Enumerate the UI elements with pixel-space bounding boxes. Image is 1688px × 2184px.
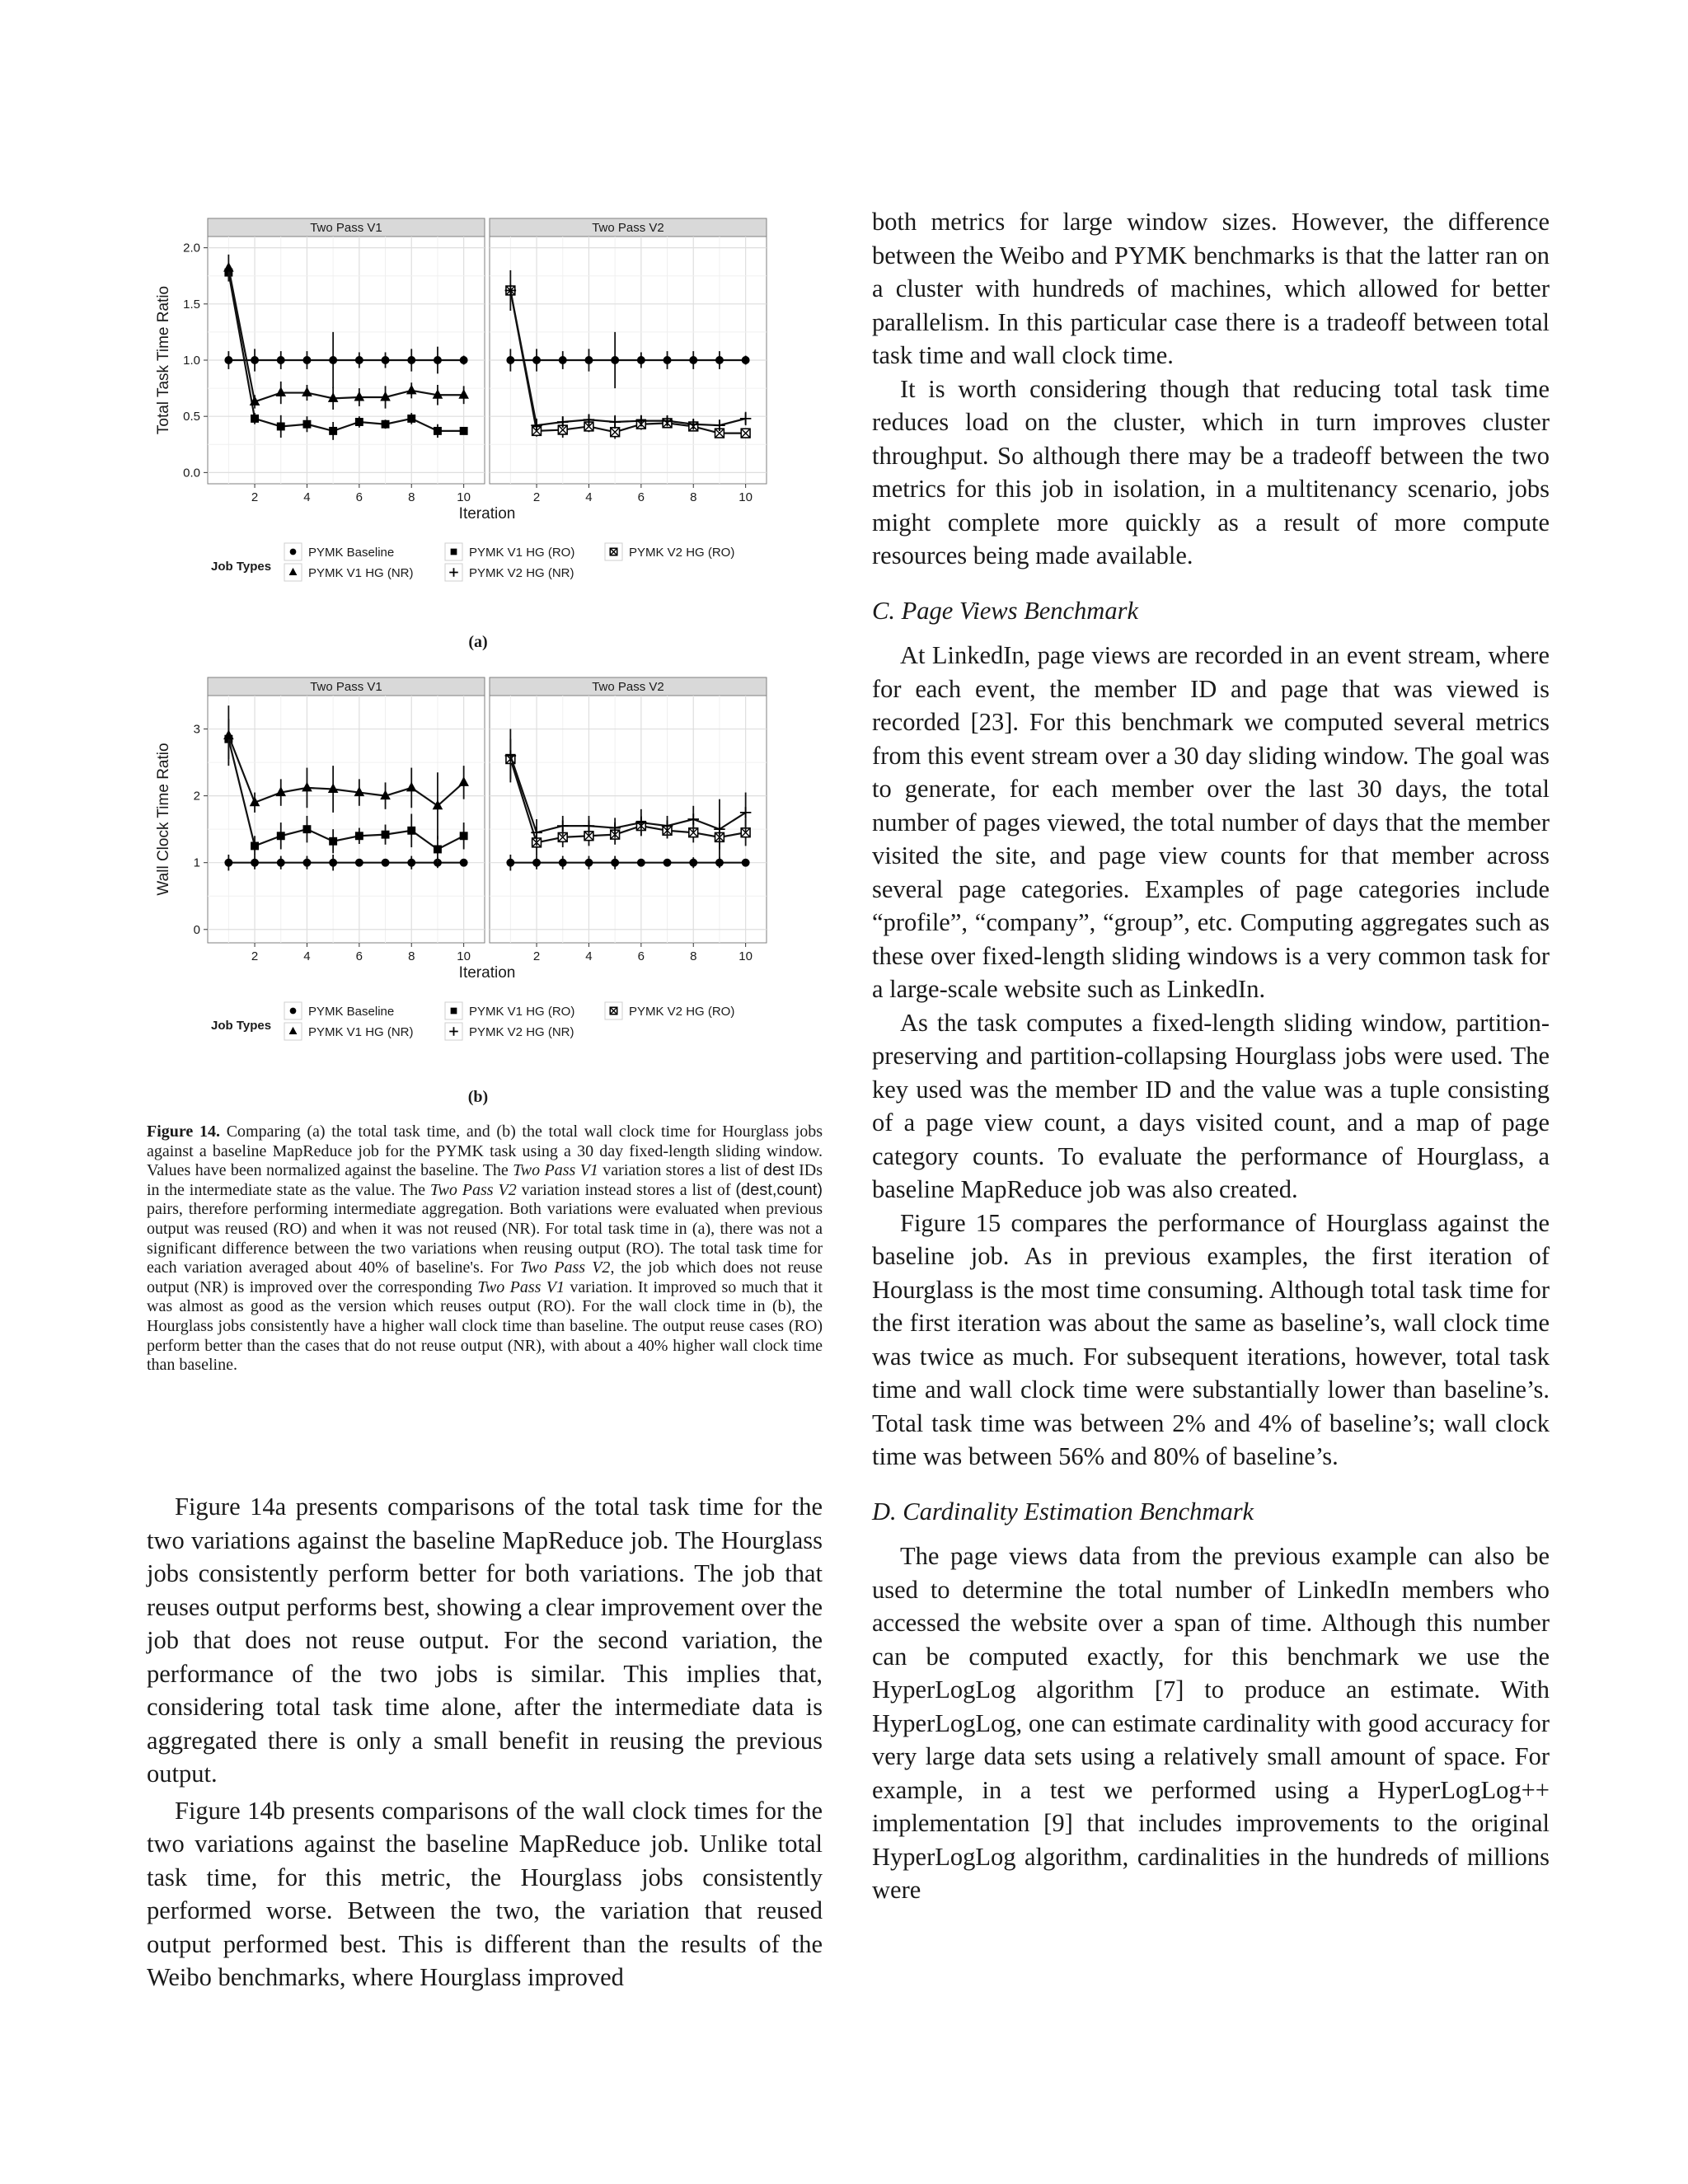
- x-tick-label: 8: [690, 490, 697, 504]
- data-point: [251, 415, 259, 423]
- paragraph: As the task computes a fixed-length sliding window, partition-preserving and partition-collapsing Hourglass jobs were used. The key used was the member ID and the value was a tuple consisting of a page view count, a days visited count, and a map of page category counts. To evaluate the performance of Hourglass, a baseline MapReduce job was also created.: [872, 1008, 1550, 1203]
- legend-label: PYMK Baseline: [308, 546, 395, 560]
- x-tick-label: 2: [251, 949, 259, 963]
- data-point: [611, 356, 619, 364]
- data-point: [303, 859, 312, 867]
- legend: [211, 543, 734, 581]
- facet-panel: [208, 218, 485, 504]
- paragraph: both metrics for large window sizes. However, the difference between the Weibo and PYMK benchmarks is that the latter ran on a cluster with hundreds of machines, which allowed for better parallelism. In this particular case there is a tradeoff between total task time and wall clock time.: [872, 208, 1550, 369]
- figure-14a-chart: [140, 210, 783, 598]
- legend-title: Job Types: [211, 560, 272, 574]
- x-tick-label: 6: [355, 490, 363, 504]
- data-point: [382, 420, 390, 429]
- data-point: [460, 832, 468, 840]
- data-point: [407, 356, 415, 364]
- data-point: [382, 831, 390, 839]
- caption-italic: Two Pass V1: [513, 1161, 598, 1180]
- data-point: [382, 859, 390, 867]
- x-tick-label: 6: [637, 490, 645, 504]
- paragraph: Figure 14a presents comparisons of the total task time for the two variations against the baseline MapReduce job. The Hourglass jobs consistently perform better for both variations. The job that reuses output performs best, showing a clear improvement over the job that does not reuse output. For the second variation, the performance of the two jobs is similar. This implies that, considering total task time alone, after the intermediate data is aggregated there is only a small benefit in reusing the previous output.: [147, 1493, 823, 1788]
- facet-panel: [208, 677, 485, 963]
- y-tick-label: 1: [193, 855, 200, 870]
- data-point: [559, 356, 567, 364]
- data-point: [303, 420, 312, 429]
- data-point: [741, 429, 750, 438]
- data-point: [434, 846, 442, 854]
- legend-label: PYMK Baseline: [308, 1005, 395, 1019]
- data-point: [251, 859, 259, 867]
- caption-label: Figure 14.: [147, 1122, 220, 1141]
- data-point: [355, 859, 363, 867]
- x-tick-label: 4: [585, 949, 593, 963]
- left-column-body: [147, 1490, 823, 1994]
- facet-title: Two Pass V2: [592, 221, 664, 235]
- legend-label: PYMK V1 HG (NR): [308, 1025, 414, 1039]
- legend-title: Job Types: [211, 1019, 272, 1033]
- x-tick-label: 4: [303, 949, 311, 963]
- legend-marker: [451, 1008, 457, 1015]
- data-point: [532, 859, 541, 867]
- data-point: [251, 841, 259, 850]
- data-point: [460, 859, 468, 867]
- data-point: [277, 832, 285, 840]
- data-point: [637, 356, 645, 364]
- data-point: [611, 859, 619, 867]
- data-point: [407, 827, 415, 835]
- x-tick-label: 10: [457, 949, 471, 963]
- x-tick-label: 4: [585, 490, 593, 504]
- data-point: [460, 356, 468, 364]
- legend-marker: [610, 548, 617, 555]
- caption-text: variation instead stores a list of: [516, 1180, 736, 1199]
- caption-text: variation. It improved so much that it was almost as good as the version which reuses output (RO). For the wall clock time in (b), the Hourglass jobs consistently have a higher wall clock time than baseline. The output reuse cases (RO) perform better than the cases that do not reuse output (NR), with about a 40% higher wall clock time than baseline.: [147, 1277, 823, 1375]
- y-tick-label: 3: [193, 722, 200, 737]
- right-column-body: [872, 205, 1550, 1907]
- data-point: [611, 428, 620, 437]
- data-point: [506, 356, 514, 364]
- x-tick-label: 10: [457, 490, 471, 504]
- x-axis-title: Iteration: [458, 964, 516, 982]
- caption-italic: Two Pass V1: [477, 1277, 565, 1296]
- data-point: [277, 859, 285, 867]
- data-point: [355, 832, 363, 840]
- data-point: [329, 356, 337, 364]
- y-tick-label: 0.0: [183, 466, 200, 480]
- x-tick-label: 10: [738, 490, 753, 504]
- paragraph: The page views data from the previous example can also be used to determine the total number of LinkedIn members who accessed the website over a span of time. Although this number can be computed exactly, for this benchmark we use the HyperLogLog algorithm [7] to produce an estimate. With HyperLogLog, one can estimate cardinality with good accuracy for very large data sets using a relatively small amount of space. For example, in a test we performed using a HyperLogLog++ implementation [9] that includes improvements to the original HyperLogLog algorithm, cardinalities in the hundreds of millions were: [872, 1542, 1550, 1904]
- data-point: [742, 356, 750, 364]
- data-point: [382, 356, 390, 364]
- legend-marker: [451, 549, 457, 555]
- y-tick-label: 1.5: [183, 297, 200, 312]
- x-tick-label: 6: [637, 949, 645, 963]
- y-axis: [194, 723, 208, 937]
- data-point: [407, 415, 415, 423]
- data-point: [715, 859, 724, 867]
- data-point: [277, 356, 285, 364]
- data-point: [434, 427, 442, 435]
- x-tick-label: 2: [532, 490, 541, 504]
- data-point: [689, 859, 697, 867]
- panel-background: [208, 696, 485, 943]
- y-tick-label: 0: [193, 922, 200, 937]
- data-point: [251, 356, 259, 364]
- data-point: [637, 859, 645, 867]
- data-point: [224, 356, 232, 364]
- x-tick-label: 2: [251, 490, 259, 504]
- data-point: [663, 859, 672, 867]
- facet-title: Two Pass V1: [310, 221, 382, 235]
- caption-text: variation stores a list of: [598, 1161, 763, 1180]
- data-point: [303, 825, 312, 833]
- caption-italic: Two Pass V2: [429, 1180, 517, 1199]
- y-axis: [183, 241, 208, 480]
- data-point: [329, 837, 337, 846]
- legend-label: PYMK V1 HG (RO): [469, 546, 575, 560]
- legend-label: PYMK V2 HG (RO): [629, 546, 735, 560]
- facet-title: Two Pass V1: [310, 680, 382, 694]
- legend-label: PYMK V2 HG (NR): [469, 1025, 574, 1039]
- figure-14b-chart: [140, 669, 783, 1057]
- data-point: [303, 356, 312, 364]
- facet-panel: [490, 677, 767, 963]
- legend-label: PYMK V2 HG (NR): [469, 566, 574, 580]
- data-point: [329, 859, 337, 867]
- data-point: [506, 859, 514, 867]
- x-tick-label: 8: [408, 949, 415, 963]
- data-point: [407, 859, 415, 867]
- caption-text: pairs, therefore performing intermediate aggregation. Both variations were evaluated when previous output was reused (RO) and when it was not reused (NR). For total task time in (a), there was not a significant difference between the two variations when reusing output (RO). The total task time for each variation averaged about 40% of baseline's. For: [147, 1200, 823, 1277]
- caption-text: Comparing (a) the total task time, and (b) the total wall clock time for Hourglass jobs against a baseline MapReduce job for the PYMK task using a 30 day fixed-length sliding window. Values have been normalized against the baseline. The: [147, 1122, 823, 1180]
- figure-14b-label: (b): [467, 1088, 489, 1106]
- y-tick-label: 2: [193, 789, 200, 804]
- legend-label: PYMK V1 HG (NR): [308, 566, 414, 580]
- caption-italic: Two Pass V2: [520, 1258, 611, 1277]
- data-point: [355, 356, 363, 364]
- facet-title: Two Pass V2: [592, 680, 664, 694]
- legend-label: PYMK V1 HG (RO): [469, 1005, 575, 1019]
- legend-marker: [610, 1007, 617, 1014]
- data-point: [742, 859, 750, 867]
- data-point: [224, 859, 232, 867]
- data-point: [585, 859, 593, 867]
- data-point: [277, 423, 285, 431]
- caption-text: IDs in the intermediate state as the value. The: [147, 1161, 823, 1199]
- x-axis-title: Iteration: [458, 505, 516, 523]
- paragraph: At LinkedIn, page views are recorded in an event stream, where for each event, the member ID and page that was viewed is recorded [23]. For this benchmark we computed several metrics from this event stream over a 30 day sliding window. The goal was to generate, for each member over the last 30 days, the total number of pages viewed, the total number of days that the member visited the site, and page view counts for that member across several page categories. Examples of page categories include “profile”, “company”, “group”, etc. Computing aggregates such as these over fixed-length sliding windows is a very common task for a large-scale website such as LinkedIn.: [872, 641, 1550, 1003]
- data-point: [434, 356, 442, 364]
- caption-code: dest: [762, 1161, 795, 1180]
- section-heading-c: C. Page Views Benchmark: [872, 596, 1138, 625]
- data-point: [715, 356, 724, 364]
- data-point: [460, 427, 468, 435]
- x-tick-label: 6: [355, 949, 363, 963]
- y-axis-title: Wall Clock Time Ratio: [155, 743, 172, 896]
- caption-code: (dest,count): [735, 1180, 823, 1199]
- data-point: [329, 427, 337, 435]
- legend-label: PYMK V2 HG (RO): [629, 1005, 735, 1019]
- x-tick-label: 10: [738, 949, 753, 963]
- data-point: [559, 859, 567, 867]
- data-point: [663, 356, 672, 364]
- x-tick-label: 8: [690, 949, 697, 963]
- figure-14a-label: (a): [468, 633, 488, 651]
- data-point: [532, 356, 541, 364]
- y-tick-label: 1.0: [183, 354, 200, 368]
- legend: [211, 1002, 734, 1040]
- y-tick-label: 0.5: [183, 410, 200, 424]
- paragraph: Figure 15 compares the performance of Hourglass against the baseline job. As in previous examples, the first iteration of Hourglass is the most time consuming. Although total task time for the first iteration was about the same as baseline’s, wall clock time was twice as much. For subsequent iterations, however, total task time and wall clock time were substantially lower than baseline’s. Total task time was between 2% and 4% of baseline’s; wall clock time was between 56% and 80% of baseline’s.: [872, 1208, 1550, 1470]
- y-tick-label: 2.0: [183, 241, 200, 255]
- x-tick-label: 2: [532, 949, 541, 963]
- section-heading-d: D. Cardinality Estimation Benchmark: [872, 1497, 1254, 1526]
- figure-14-caption: [147, 1122, 823, 1376]
- legend-marker: [290, 549, 297, 555]
- data-point: [689, 356, 697, 364]
- data-point: [585, 356, 593, 364]
- x-tick-label: 8: [408, 490, 415, 504]
- caption-text: , the job which does not reuse output (NR) is improved over the corresponding: [147, 1258, 823, 1296]
- paragraph: It is worth considering though that reducing total task time reduces load on the cluster, which in turn improves cluster throughput. So although there may be a tradeoff between the two metrics for this job in isolation, in a multitenancy scenario, jobs might complete more quickly as a result of more compute resources being made available.: [872, 374, 1550, 569]
- x-tick-label: 4: [303, 490, 311, 504]
- paragraph: Figure 14b presents comparisons of the wall clock times for the two variations against the baseline MapReduce job. Unlike total task time, for this metric, the Hourglass jobs consistently performed worse. Between the two, the variation that reused output performed best. This is different than the results of the Weibo benchmarks, where Hourglass improved: [147, 1796, 823, 1991]
- y-axis-title: Total Task Time Ratio: [155, 285, 172, 435]
- legend-marker: [290, 1008, 297, 1015]
- data-point: [355, 418, 363, 426]
- facet-panel: [490, 218, 767, 504]
